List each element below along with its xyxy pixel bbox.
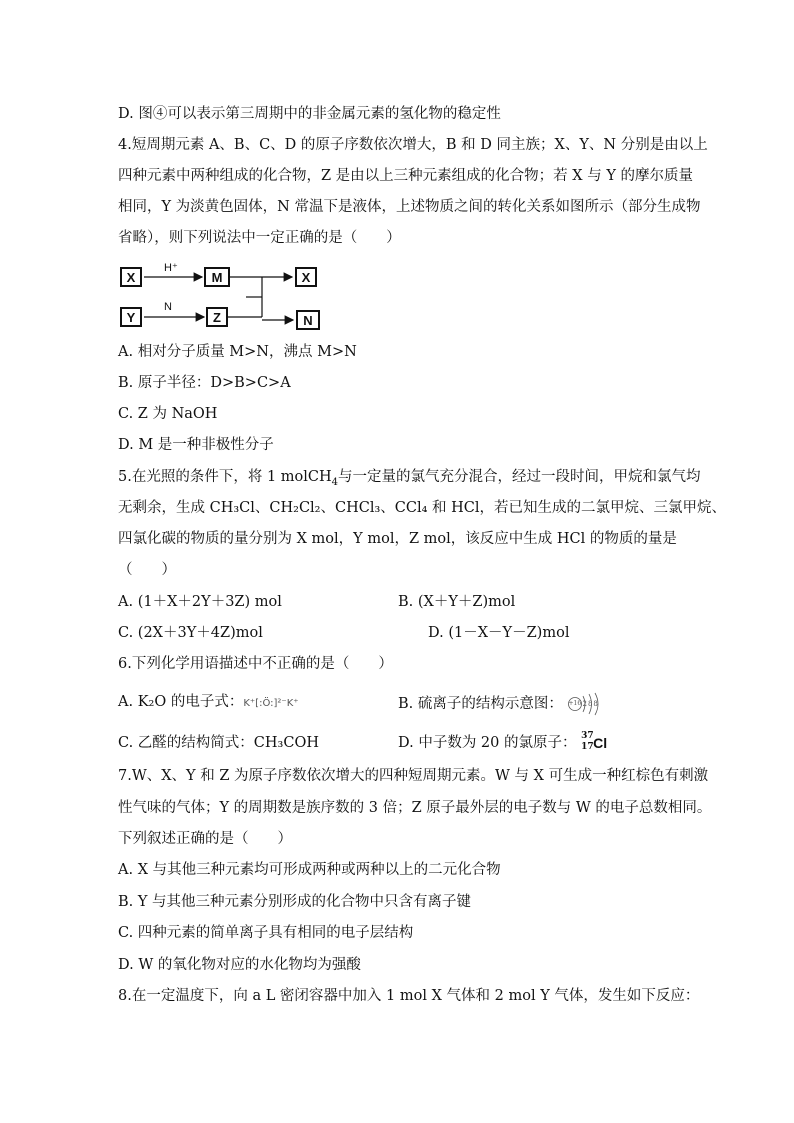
q5-stem-line1-a: 5.在光照的条件下，将 1 molCH: [118, 469, 332, 485]
diagram-box-m: M: [204, 267, 230, 287]
shell-electrons: 288: [582, 700, 599, 708]
q4-option-a: A. 相对分子质量 M>N，沸点 M>N: [118, 344, 357, 360]
diagram-box-z: Z: [206, 307, 228, 327]
q7-stem-line1: 7.W、X、Y 和 Z 为原子序数依次增大的四种短周期元素。W 与 X 可生成一种红棕色有刺激: [118, 768, 709, 784]
diagram-label-h-plus: H⁺: [164, 262, 178, 274]
q5-option-d: D. (1－X－Y－Z)mol: [428, 625, 570, 641]
q4-option-c: C. Z 为 NaOH: [118, 406, 218, 422]
chlorine-nuclide: [581, 733, 611, 753]
q7-option-b: B. Y 与其他三种元素分别形成的化合物中只含有离子键: [118, 894, 472, 910]
q5-option-c: C. (2X＋3Y＋4Z)mol: [118, 625, 263, 641]
q6-option-a-text: A. K₂O 的电子式：: [118, 694, 244, 710]
q8-stem-line1: 8.在一定温度下，向 a L 密闭容器中加入 1 mol X 气体和 2 mol Y 气体，发生如下反应：: [118, 988, 700, 1004]
q7-stem-line3: 下列叙述正确的是（ ）: [118, 831, 292, 847]
diagram-box-y: Y: [120, 307, 142, 327]
q4-stem-line3: 相同，Y 为淡黄色固体，N 常温下是液体，上述物质之间的转化关系如图所示（部分生成物: [118, 199, 701, 215]
q5-stem-line1: [118, 467, 701, 487]
q5-stem-line3: 四氯化碳的物质的量分别为 X mol，Y mol，Z mol，该反应中生成 HCl 的物质的量是: [118, 531, 677, 547]
q6-option-d-text: D. 中子数为 20 的氯原子：: [398, 735, 577, 751]
q5-option-b: B. (X＋Y＋Z)mol: [398, 594, 516, 610]
q6-option-b-text: B. 硫离子的结构示意图：: [398, 696, 563, 712]
q6-option-d: [398, 733, 611, 753]
diagram-label-n: N: [164, 301, 172, 313]
q6-option-b: [398, 692, 607, 716]
q4-option-d: D. M 是一种非极性分子: [118, 437, 274, 453]
q5-option-a: A. (1＋X＋2Y＋3Z) mol: [118, 594, 282, 610]
element-symbol: Cl: [593, 735, 608, 751]
q4-stem-line2: 四种元素中两种组成的化合物，Z 是由以上三种元素组成的化合物；若 X 与 Y 的摩尔质量: [118, 168, 694, 184]
q5-stem-line1-b: 与一定量的氯气充分混合，经过一段时间，甲烷和氯气均: [338, 469, 701, 485]
sulfide-ion-structure-diagram: [567, 692, 607, 716]
nucleus-charge: +16: [568, 700, 582, 707]
diagram-box-x-product: X: [295, 267, 317, 287]
q7-option-d: D. W 的氧化物对应的水化物均为强酸: [118, 957, 361, 973]
q4-stem-line1: 4.短周期元素 A、B、C、D 的原子序数依次增大，B 和 D 同主族；X、Y、N 分别是由以上: [118, 137, 708, 153]
q6-option-a: [118, 692, 299, 714]
q7-option-c: C. 四种元素的简单离子具有相同的电子层结构: [118, 925, 414, 941]
q7-stem-line2: 性气味的气体；Y 的周期数是族序数的 3 倍；Z 原子最外层的电子数与 W 的电子总数相同。: [118, 800, 712, 816]
atomic-number: 17: [581, 742, 594, 752]
subscript-4: 4: [331, 476, 339, 488]
q6-option-c: C. 乙醛的结构简式：CH₃COH: [118, 735, 319, 751]
diagram-box-x: X: [120, 267, 142, 287]
q3-option-d: D. 图④可以表示第三周期中的非金属元素的氢化物的稳定性: [118, 106, 501, 122]
q5-stem-line2: 无剩余，生成 CH₃Cl、CH₂Cl₂、CHCl₃、CCl₄ 和 HCl，若已知生成的二氯甲烷、三氯甲烷、: [118, 500, 727, 516]
diagram-arrows: [0, 0, 794, 340]
diagram-box-n: N: [296, 310, 320, 330]
q4-stem-line4: 省略），则下列说法中一定正确的是（ ）: [118, 230, 401, 246]
q7-option-a: A. X 与其他三种元素均可形成两种或两种以上的二元化合物: [118, 862, 501, 878]
mass-number: 37: [581, 731, 594, 741]
q4-option-b: B. 原子半径：D>B>C>A: [118, 375, 291, 391]
k2o-electron-formula: K⁺[:Ö:]²⁻K⁺: [243, 698, 299, 709]
q5-stem-line4: （ ）: [118, 562, 176, 578]
q6-stem: 6.下列化学用语描述中不正确的是（ ）: [118, 656, 393, 672]
